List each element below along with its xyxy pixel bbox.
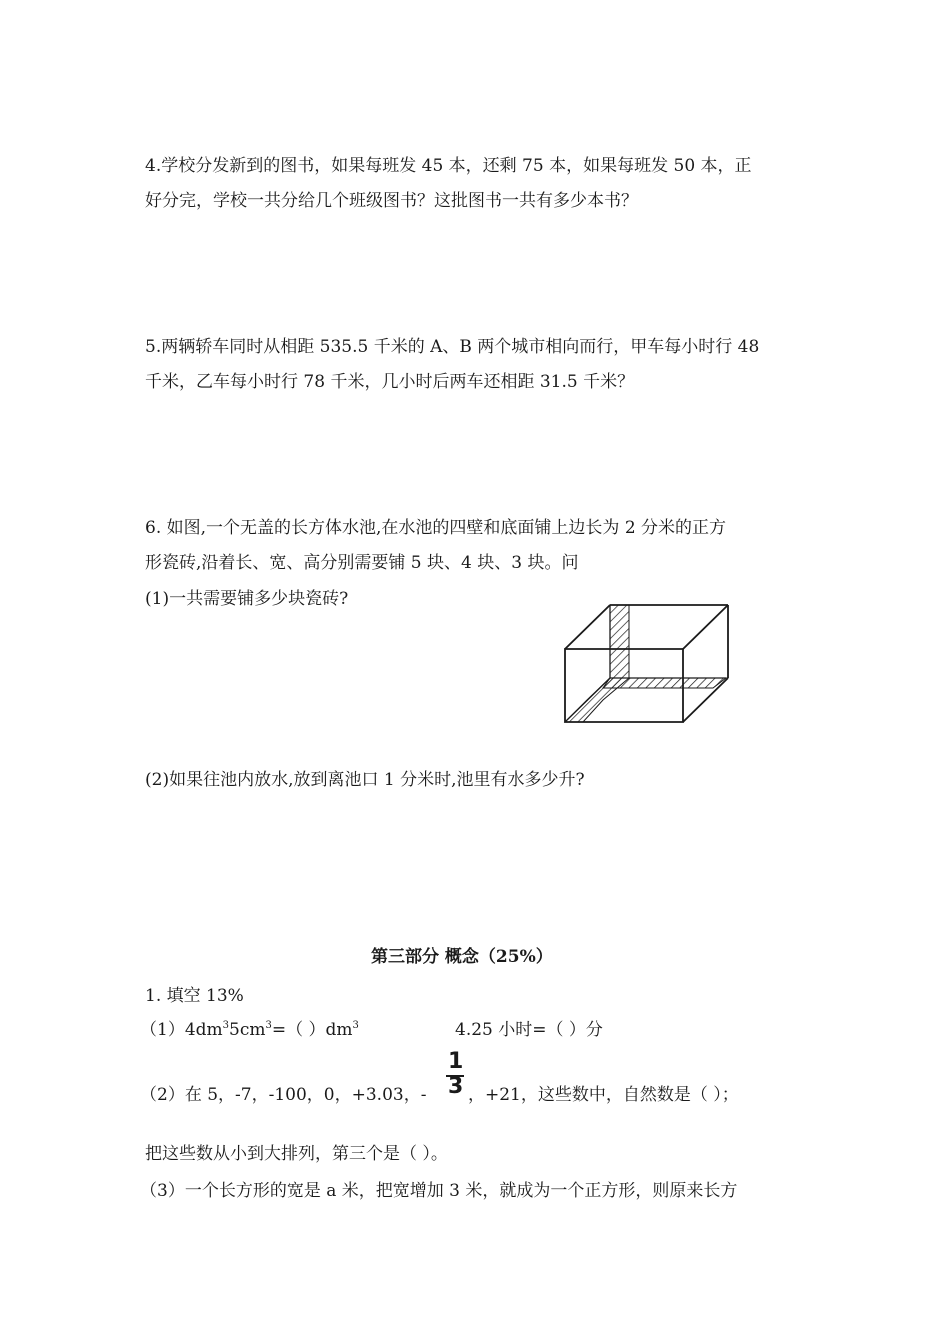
part3-item2-a: （2）在 5，-7，-100，0，+3.03，- <box>140 1085 427 1105</box>
fraction-denominator: 3 <box>448 1074 464 1099</box>
q6-sub2: (2)如果往池内放水,放到离池口 1 分米时,池里有水多少升? <box>145 770 585 790</box>
part3-item1a: $(1)4dm^35cm^3=$（ ）$dm^3$ <box>140 1020 359 1040</box>
part3-item2-line2: 把这些数从小到大排列，第三个是（ ）。 <box>145 1144 448 1164</box>
part3-q1-heading: 1. 填空 13% <box>145 986 244 1006</box>
q4-line2: 好分完，学校一共分给几个班级图书？这批图书一共有多少本书？ <box>145 191 638 211</box>
q5-line2: 千米，乙车每小时行 78 千米，几小时后两车还相距 31.5 千米？ <box>145 372 635 392</box>
hatch-bottom-back <box>603 678 726 688</box>
q6-line2: 形瓷砖,沿着长、宽、高分别需要铺 5 块、4 块、3 块。问 <box>145 553 579 573</box>
q5-line1: 5.两辆轿车同时从相距 535.5 千米的 A、B 两个城市相向而行，甲车每小时行 48 <box>145 337 760 357</box>
hatch-back-wall <box>610 605 629 678</box>
part3-item3: （3）一个长方形的宽是 a 米，把宽增加 3 米，就成为一个正方形，则原来长方 <box>140 1181 738 1201</box>
part3-item2-b: ，+21，这些数中，自然数是（ ）； <box>468 1085 739 1105</box>
q4-line1: 4.学校分发新到的图书，如果每班发 45 本，还剩 75 本，如果每班发 50 本，正 <box>145 156 752 176</box>
fraction-numerator: 1 <box>448 1049 464 1074</box>
part3-title: 第三部分 概念（25%） <box>371 947 553 967</box>
q6-line1: 6. 如图,一个无盖的长方体水池,在水池的四壁和底面铺上边长为 2 分米的正方 <box>145 518 727 538</box>
cuboid-pool-figure <box>555 600 735 728</box>
part3-item1b: 4.25 小时=（ ）分 <box>455 1020 603 1040</box>
q6-sub1: (1)一共需要铺多少块瓷砖? <box>145 589 349 609</box>
